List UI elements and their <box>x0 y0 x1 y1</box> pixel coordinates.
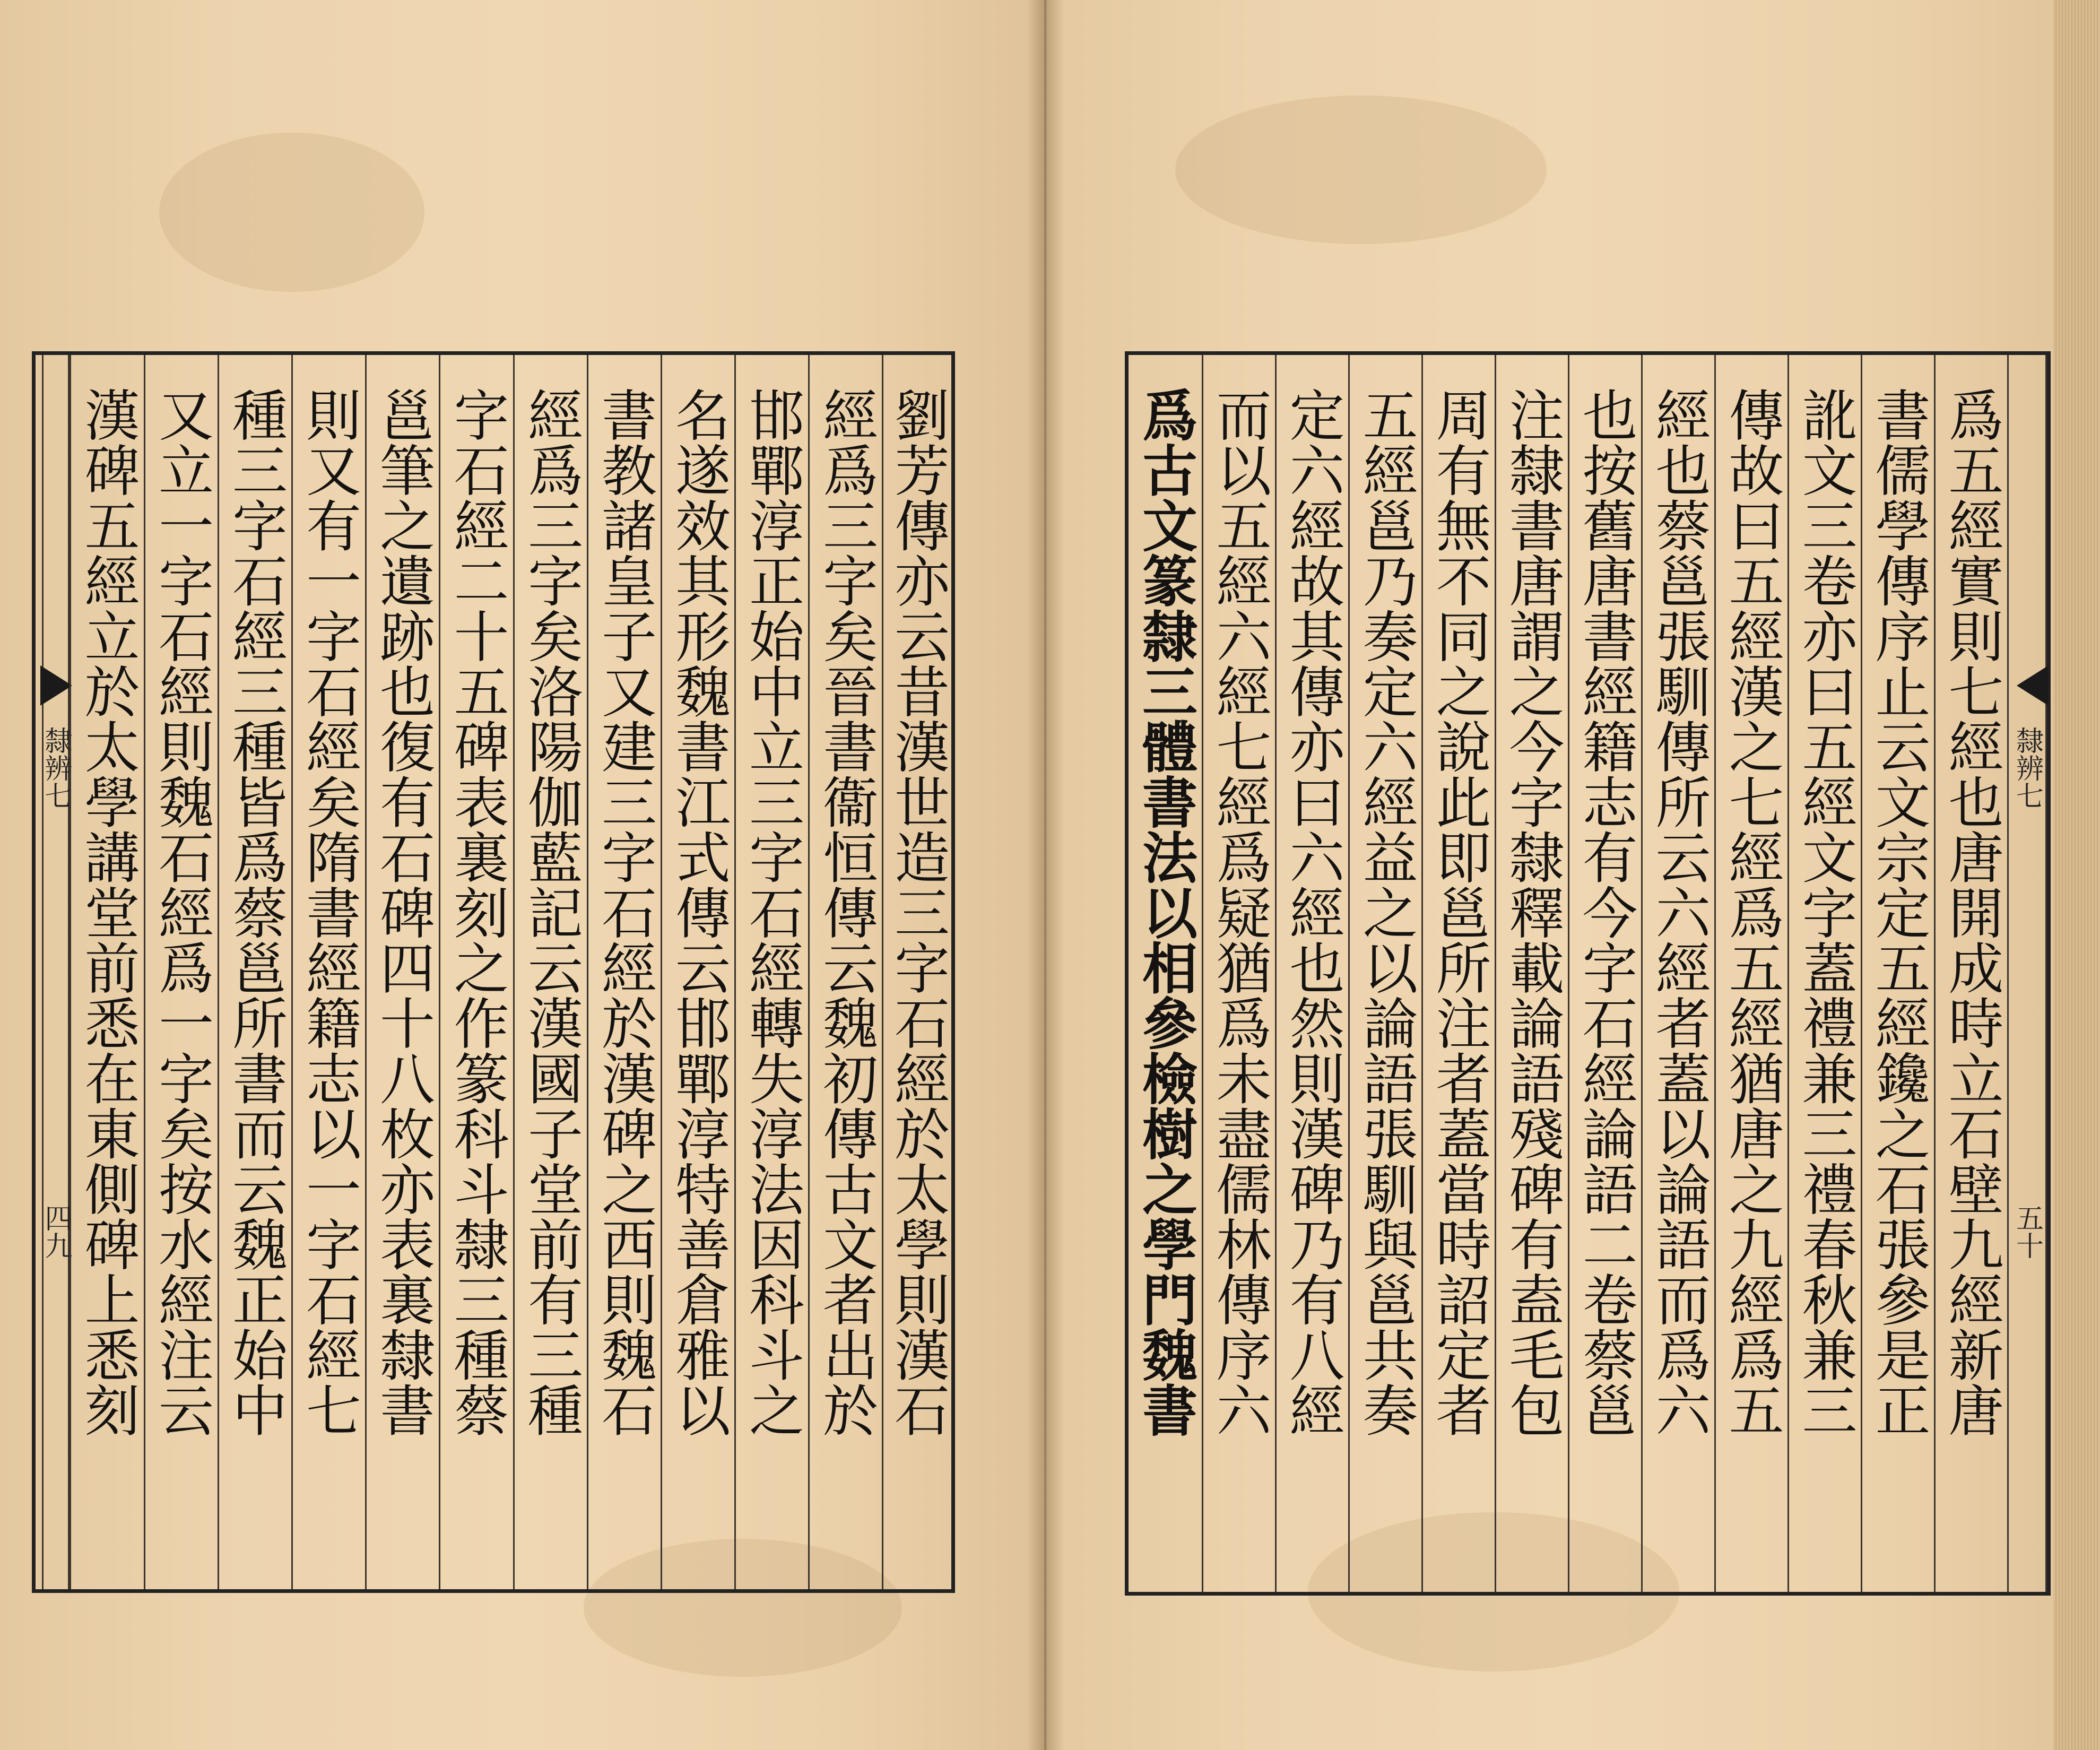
column-text: 也按舊唐書經籍志有今字石經論語二卷蔡邕 <box>1573 387 1638 1437</box>
column-text: 書教諸皇子又建三字石經於漢碑之西則魏石 <box>592 387 657 1437</box>
right-text-frame <box>1125 351 2051 1596</box>
page-number: 四九 <box>40 1204 72 1259</box>
text-column <box>513 355 587 1589</box>
text-column <box>439 355 513 1589</box>
fold-fish-tail-mark <box>2017 665 2049 706</box>
column-text: 周有無不同之說此即邕所注者蓋當時詔定者 <box>1426 387 1491 1437</box>
column-text: 注隸書唐謂之今字隸釋載論語殘碑有盍毛包 <box>1499 387 1565 1437</box>
column-text: 字石經二十五碑表裏刻之作篆科斗隸三種蔡 <box>444 387 509 1437</box>
text-column <box>1714 355 1787 1592</box>
text-column <box>144 355 218 1589</box>
column-text: 名遂效其形魏書江式傳云邯鄲淳特善倉雅以 <box>666 387 731 1437</box>
text-column <box>661 355 734 1589</box>
paper-stain <box>159 133 424 292</box>
text-column <box>1275 355 1348 1592</box>
column-text: 訛文三卷亦曰五經文字蓋禮兼三禮春秋兼三 <box>1792 387 1858 1437</box>
text-column <box>1421 355 1495 1592</box>
column-text: 則又有一字石經矣隋書經籍志以一字石經七 <box>297 387 361 1437</box>
column-text: 定六經故其傳亦曰六經也然則漢碑乃有八經 <box>1280 387 1345 1437</box>
column-text: 邕筆之遺跡也復有石碑四十八枚亦表裏隸書 <box>370 387 435 1437</box>
text-column <box>587 355 661 1589</box>
column-text: 書儒學傳序止云文宗定五經鑱之石張參是正 <box>1865 387 1931 1437</box>
text-column <box>808 355 882 1589</box>
text-column <box>291 355 365 1589</box>
book-title-label: 隸辨七 <box>2011 726 2043 809</box>
text-column <box>1861 355 1934 1592</box>
text-column <box>1934 355 2007 1592</box>
text-column <box>70 355 144 1589</box>
column-text: 又立一字石經則魏石經爲一字矣按水經注云 <box>149 387 214 1437</box>
page-edges <box>2053 0 2100 1750</box>
text-column <box>1202 355 1275 1592</box>
text-column <box>1495 355 1568 1592</box>
column-text: 劉芳傳亦云昔漢世造三字石經於太學則漢石 <box>885 387 950 1437</box>
column-text: 經也蔡邕張馴傳所云六經者蓋以論語而爲六 <box>1646 387 1711 1437</box>
text-column <box>882 355 951 1589</box>
column-text: 邯鄲淳正始中立三字石經轉失淳法因科斗之 <box>740 387 804 1437</box>
column-text: 傳故曰五經漢之七經爲五經猶唐之九經爲五 <box>1719 387 1784 1437</box>
column-text: 種三字石經三種皆爲蔡邕所書而云魏正始中 <box>223 387 288 1437</box>
page-number: 五十 <box>2011 1204 2043 1259</box>
right-page <box>1043 0 2100 1750</box>
text-column <box>1641 355 1714 1592</box>
text-column <box>1787 355 1861 1592</box>
left-center-column <box>42 355 70 1589</box>
book-title-label: 隸辨七 <box>40 726 72 809</box>
left-text-frame <box>32 351 955 1593</box>
column-text: 經爲三字矣晉書衞恒傳云魏初傳古文者出於 <box>813 387 878 1437</box>
text-column <box>1348 355 1421 1592</box>
right-center-column <box>2007 355 2047 1592</box>
left-page <box>0 0 1043 1750</box>
column-text: 漢碑五經立於太學講堂前悉在東側碑上悉刻 <box>75 387 140 1437</box>
column-text: 爲古文篆隸三體書法以相參檢樹之學門魏書 <box>1133 387 1198 1437</box>
text-column <box>365 355 439 1589</box>
fold-fish-tail-mark <box>40 665 72 706</box>
text-column <box>218 355 291 1589</box>
column-text: 爲五經實則七經也唐開成時立石壁九經新唐 <box>1939 387 2004 1437</box>
text-column <box>1129 355 1202 1592</box>
column-text: 而以五經六經七經爲疑猶爲未盡儒林傳序六 <box>1207 387 1272 1437</box>
book-gutter <box>1027 0 1064 1750</box>
column-text: 經爲三字矣洛陽伽藍記云漢國子堂前有三種 <box>518 387 583 1437</box>
paper-stain <box>1175 96 1547 244</box>
column-text: 五經邕乃奏定六經益之以論語張馴與邕共奏 <box>1353 387 1418 1437</box>
text-column <box>734 355 808 1589</box>
text-column <box>1568 355 1641 1592</box>
